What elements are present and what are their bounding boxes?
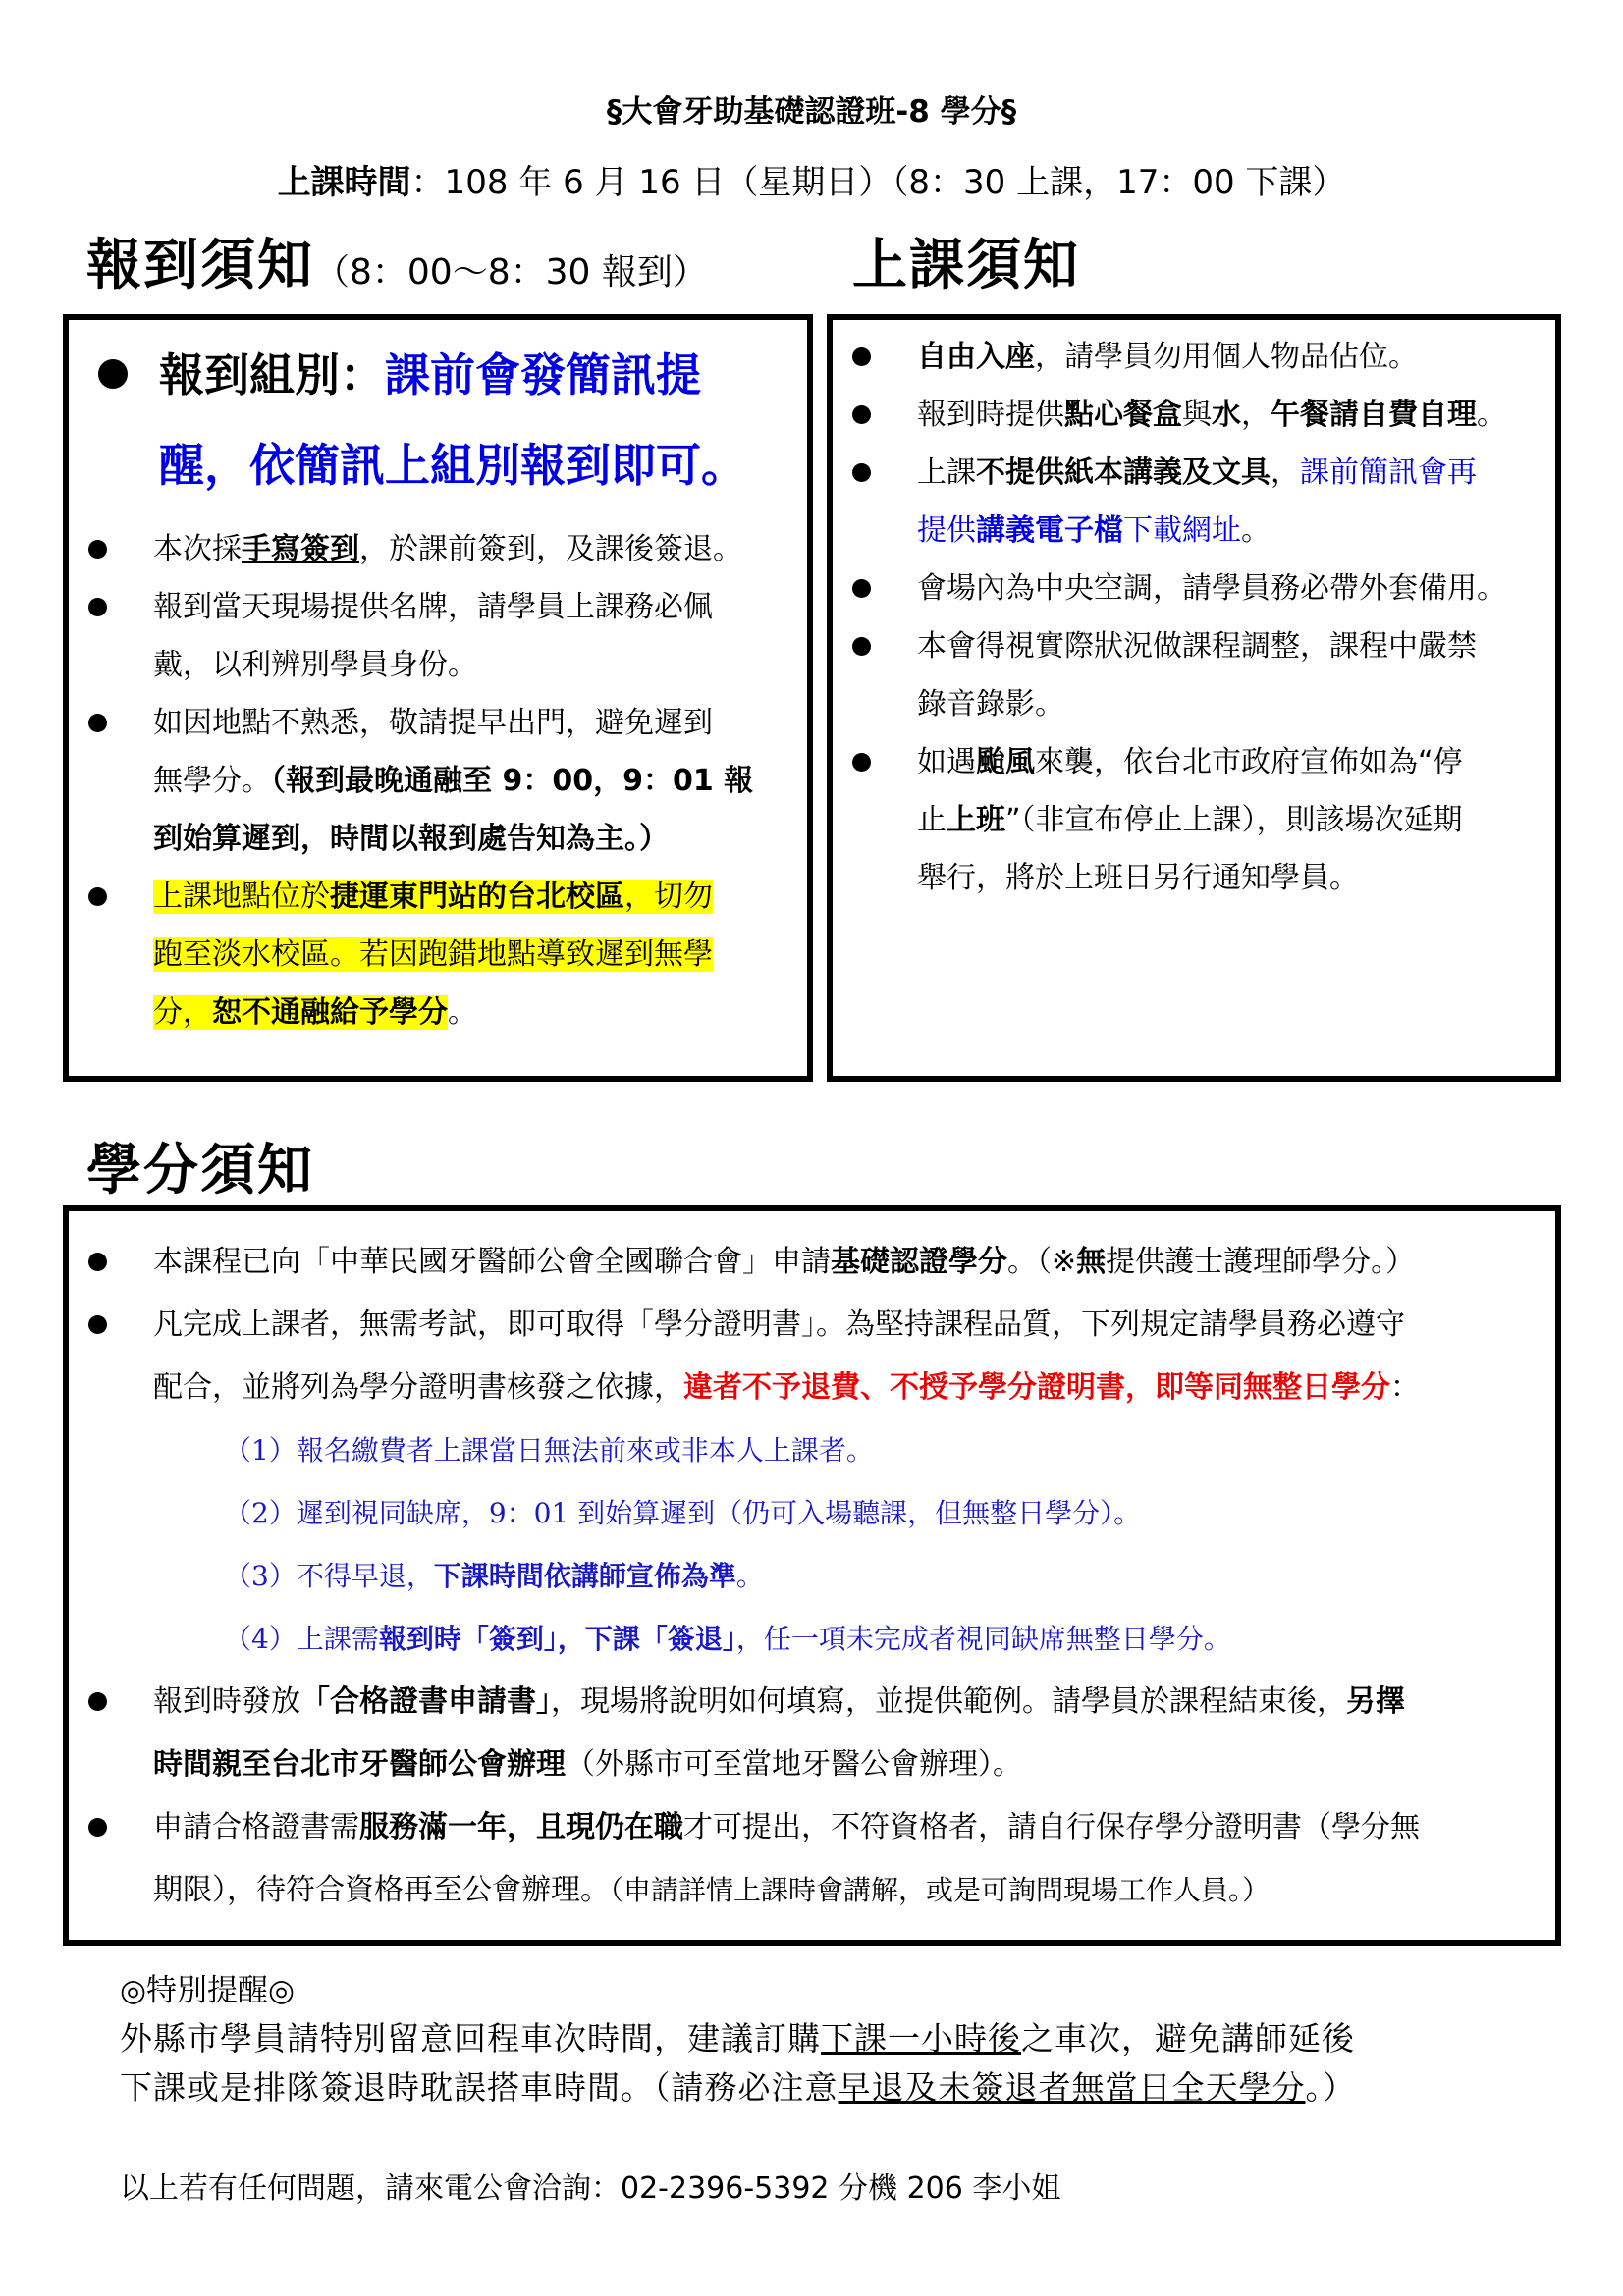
bullet-icon xyxy=(852,463,871,482)
highlighted-text xyxy=(153,880,713,914)
text-bold: 手寫簽到 xyxy=(242,532,359,566)
text: 如因地點不熟悉，敬請提早出門，避免遲到 xyxy=(153,706,713,740)
text: 報到時發放 xyxy=(153,1684,300,1719)
group-label: 報到組別： xyxy=(159,348,385,401)
text: 報到當天現場提供名牌，請學員上課務必佩 xyxy=(153,590,713,624)
text-bold: 上班 xyxy=(947,803,1005,837)
text: 與 xyxy=(1182,398,1212,432)
text: 上課地點位於 xyxy=(153,880,330,914)
text: 止 xyxy=(917,803,947,837)
text: 分， xyxy=(153,995,212,1030)
text: ”（非宣布停止上課），則該場次延期 xyxy=(1005,803,1463,837)
group-text-2: 醒，依簡訊上組別報到即可。 xyxy=(159,439,746,492)
text-blue xyxy=(917,513,1241,548)
list-item xyxy=(67,694,797,868)
text: ， xyxy=(1241,398,1271,432)
text-bold: 捷運東門站的台北校區 xyxy=(330,880,624,914)
text: （外縣市可至當地牙醫公會辦理）。 xyxy=(566,1747,1022,1782)
text: 才可提出，不符資格者，請自行保存學分證明書（學分無 xyxy=(683,1810,1420,1844)
text: 錄音錄影。 xyxy=(917,687,1064,721)
text: 外縣市學員請特別留意回程車次時間，建議訂購 xyxy=(120,2019,821,2057)
group-text-1: 課前會發簡訊提 xyxy=(385,348,701,401)
checkin-heading xyxy=(86,222,708,300)
class-box xyxy=(827,314,1561,1082)
text: 之車次，避免講師延後 xyxy=(1021,2019,1355,2057)
text: 上課 xyxy=(917,455,976,490)
list-item xyxy=(831,560,1557,617)
bullet-icon xyxy=(88,1818,107,1837)
text-bold: 點心餐盒 xyxy=(1064,398,1182,432)
text: ， xyxy=(1271,455,1300,490)
rule-3 xyxy=(67,1545,1557,1608)
text: ，請學員勿用個人物品佔位。 xyxy=(1035,340,1418,374)
text: 。 xyxy=(448,995,477,1030)
text: 。） xyxy=(1305,2068,1356,2107)
text: 凡完成上課者，無需考試，即可取得「學分證明書」。為堅持課程品質，下列規定請學員務必遵守 xyxy=(153,1308,1405,1342)
contact-info: 以上若有任何問題，請來電公會洽詢：02-2396-5392 分機 206 李小姐 xyxy=(120,2171,1061,2206)
text: 來襲，依台北市政府宣佈如為“停 xyxy=(1035,745,1463,779)
text: （3）不得早退， xyxy=(224,1560,434,1592)
text-bold: 恕不通融給予學分 xyxy=(212,995,448,1030)
text-bold: 講義電子檔 xyxy=(976,513,1123,548)
text-bold: 「合格證書申請書」 xyxy=(300,1684,551,1719)
bullet-icon xyxy=(88,598,107,616)
bullet-icon xyxy=(852,579,871,598)
text-bold: 午餐請自費自理 xyxy=(1271,398,1477,432)
reminder-body xyxy=(120,2014,1356,2112)
list-item xyxy=(67,578,797,694)
schedule-text: ：108 年 6 月 16 日（星期日）（8：30 上課，17：00 下課） xyxy=(410,163,1346,202)
bullet-icon xyxy=(852,347,871,366)
text: ： xyxy=(1390,1370,1420,1405)
text: ，任一項未完成者視同缺席無整日學分。 xyxy=(735,1623,1231,1655)
list-item xyxy=(67,1231,1557,1294)
checkin-time: （8：00～8：30 報到） xyxy=(314,252,708,293)
text: ，於課前簽到，及課後簽退。 xyxy=(359,532,742,566)
text: 期限），待符合資格再至公會辦理。 xyxy=(153,1873,610,1907)
text: 本課程已向「中華民國牙醫師公會全國聯合會」申請 xyxy=(153,1245,831,1279)
text: 。 xyxy=(735,1560,764,1592)
list-item xyxy=(831,328,1557,386)
rule-4 xyxy=(67,1608,1557,1671)
text-bold: （報到最晚通融至 9：00，9：01 報 xyxy=(271,764,754,798)
highlighted-text xyxy=(153,995,448,1030)
list-item xyxy=(831,733,1557,907)
bullet-icon xyxy=(852,405,871,424)
text-blue: 課前簡訊會再 xyxy=(1300,455,1477,490)
list-item xyxy=(831,617,1557,733)
text: 。 xyxy=(1477,398,1506,432)
list-item xyxy=(67,1796,1557,1922)
text: 。（※ xyxy=(1007,1245,1077,1279)
rule-1: （1）報名繳費者上課當日無法前來或非本人上課者。 xyxy=(224,1434,874,1467)
checkin-heading-text: 報到須知 xyxy=(86,234,314,297)
text: 配合，並將列為學分證明書核發之依據， xyxy=(153,1370,683,1405)
text: （請務必注意 xyxy=(654,2068,839,2107)
text: 本次採 xyxy=(153,532,242,566)
class-heading: 上課須知 xyxy=(852,234,1080,297)
text-underlined: 下課一小時後 xyxy=(821,2019,1021,2057)
text: 本會得視實際狀況做課程調整，課程中嚴禁 xyxy=(917,629,1477,664)
text: 提供 xyxy=(917,513,976,548)
checkin-box xyxy=(63,314,813,1082)
text: ，切勿 xyxy=(624,880,713,914)
text: 下課或是排隊簽退時耽誤搭車時間。 xyxy=(120,2068,654,2107)
list-item xyxy=(67,520,797,578)
document-title: §大會牙助基礎認證班-8 學分§ xyxy=(606,94,1017,130)
text-bold: 颱風 xyxy=(976,745,1035,779)
text: 下載網址 xyxy=(1123,513,1241,548)
bullet-icon xyxy=(88,714,107,732)
text: 提供護士護理師學分。） xyxy=(1106,1245,1416,1279)
bullet-icon xyxy=(88,1692,107,1711)
checkin-group xyxy=(90,330,797,510)
credit-list-2 xyxy=(67,1671,1557,1922)
bullet-icon xyxy=(88,1315,107,1334)
credit-heading: 學分須知 xyxy=(86,1139,314,1202)
text-bold: 到始算遲到，時間以報到處告知為主。） xyxy=(153,822,669,856)
reminder-title: ◎特別提醒◎ xyxy=(120,1973,296,2008)
bullet-icon xyxy=(852,753,871,772)
schedule-line xyxy=(0,155,1623,203)
list-item xyxy=(67,1671,1557,1796)
bullet-icon xyxy=(98,359,128,389)
text: 申請合格證書需 xyxy=(153,1810,359,1844)
text: 報到時提供 xyxy=(917,398,1064,432)
credit-list xyxy=(67,1231,1557,1419)
text: ，現場將說明如何填寫，並提供範例。請學員於課程結束後， xyxy=(551,1684,1346,1719)
text-bold: 水 xyxy=(1212,398,1241,432)
text: （申請詳情上課時會講解，或是可詢問現場工作人員。） xyxy=(610,1874,1271,1906)
credit-box xyxy=(63,1205,1561,1946)
text-bold: 服務滿一年，且現仍在職 xyxy=(359,1810,683,1844)
text-underlined: 早退及未簽退者無當日全天學分 xyxy=(838,2068,1306,2107)
bullet-icon xyxy=(852,637,871,656)
list-item xyxy=(831,386,1557,444)
list-item xyxy=(67,1294,1557,1419)
bullet-icon xyxy=(88,540,107,559)
text-bold: 自由入座 xyxy=(917,340,1035,374)
list-item xyxy=(831,444,1557,560)
text-bold: 時間親至台北市牙醫師公會辦理 xyxy=(153,1747,566,1782)
highlighted-text: 跑至淡水校區。若因跑錯地點導致遲到無學 xyxy=(153,937,713,972)
text-bold: 另擇 xyxy=(1346,1684,1405,1719)
schedule-label: 上課時間 xyxy=(277,163,411,202)
text: 。 xyxy=(1241,513,1271,548)
text-bold: 不提供紙本講義及文具 xyxy=(976,455,1271,490)
text: 會場內為中央空調，請學員務必帶外套備用。 xyxy=(917,571,1506,606)
text: 戴，以利辨別學員身份。 xyxy=(153,648,477,682)
class-list xyxy=(831,328,1557,907)
text-bold: 基礎認證學分 xyxy=(831,1245,1007,1279)
text-red: 違者不予退費、不授予學分證明書，即等同無整日學分 xyxy=(683,1370,1390,1405)
bullet-icon xyxy=(88,887,107,906)
text-bold: 無 xyxy=(1076,1245,1107,1279)
text: （4）上課需 xyxy=(224,1623,379,1655)
list-item xyxy=(67,868,797,1041)
text: 如遇 xyxy=(917,745,976,779)
checkin-list xyxy=(67,520,797,1041)
text: 無學分。 xyxy=(153,764,271,798)
text: 舉行，將於上班日另行通知學員。 xyxy=(917,861,1359,895)
bullet-icon xyxy=(88,1253,107,1271)
rule-2: （2）遲到視同缺席，9：01 到始算遲到（仍可入場聽課，但無整日學分）。 xyxy=(224,1497,1142,1529)
text-bold: 報到時「簽到」，下課「簽退」 xyxy=(378,1623,736,1655)
text-bold: 下課時間依講師宣佈為準 xyxy=(433,1560,736,1592)
